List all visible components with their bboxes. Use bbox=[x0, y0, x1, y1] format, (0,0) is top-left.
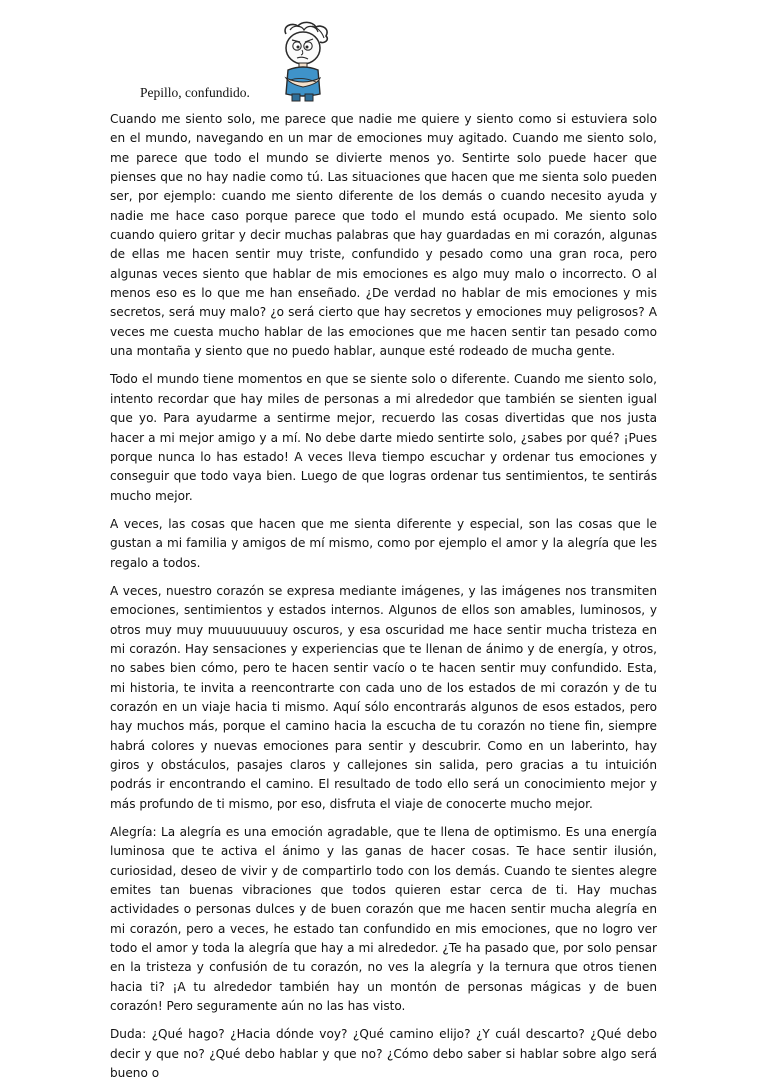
paragraph-heart-images: A veces, nuestro corazón se expresa mediante imágenes, y las imágenes nos transmiten emociones, sentimientos y estados internos. Algunos de ellos son amables, luminosos, y otros muy muy muuuuuuuuy oscuros, y esa oscuridad me hace sentir mucha tristeza en mi corazón. Hay sensaciones y experiencias que te llenan de ánimo y de energía, y otros, no sabes bien cómo, pero te hacen sentir vacío o te hacen sentir muy confundido. Esta, mi historia, te invita a reencontrarte con cada uno de los estados de mi corazón y de tu corazón en un viaje hacia ti mismo. Aquí sólo encontrarás algunos de esos estados, pero hay muchos más, porque el camino hacia la escucha de tu corazón no tiene fin, siempre habrá colores y nuevas emociones para sentir y descubrir. Como en un laberinto, hay giros y obstáculos, pasajes claros y callejones sin salida, pero gracias a tu intuición podrás ir encontrando el camino. El resultado de todo ello será un conocimiento mejor y más profundo de ti mismo, por eso, disfruta el viaje de conocerte mucho mejor. bbox=[110, 583, 657, 811]
paragraph-loneliness: Cuando me siento solo, me parece que nadie me quiere y siento como si estuviera solo en el mundo, navegando en un mar de emociones muy agitado. Cuando me siento solo, me parece que todo el mundo se divierte menos yo. Sentirte solo puede hacer que pienses que no hay nadie como tú. Las situaciones que hacen que me sienta solo pueden ser, por ejemplo: cuando me siento diferente de los demás o cuando necesito ayuda y nadie me hace caso porque parece que todo el mundo está ocupado. Me siento solo cuando quiero gritar y decir muchas palabras que hay guardadas en mi corazón, algunas de ellas me hacen sentir muy triste, confundido y pesado como una gran roca, pero algunas veces siento que hablar de mis emociones es algo muy malo o incorrecto. O al menos eso es lo que me han enseñado. ¿De verdad no hablar de mis emociones y mis secretos, será muy malo? ¿o será cierto que hay secretos y emociones muy peligrosos? A veces me cuesta mucho hablar de las emociones que me hacen sentir tan pesado como una montaña y siento que no puedo hablar, aunque esté rodeado de mucha gente. bbox=[110, 112, 657, 359]
paragraph-feeling-special: A veces, las cosas que hacen que me sienta diferente y especial, son las cosas que le gustan a mi familia y amigos de mí mismo, como por ejemplo el amor y la alegría que les regalo a todos. bbox=[110, 516, 657, 570]
paragraph-alegria: Alegría: La alegría es una emoción agradable, que te llena de optimismo. Es una energía luminosa que te activa el ánimo y las ganas de hacer cosas. Te hace sentir ilusión, curiosidad, deseo de vivir y de compartirlo todo con los demás. Cuando te sientes alegre emites tan buenas vibraciones que todos quieren estar cerca de ti. Hay muchas actividades o personas dulces y de buen corazón que me hacen sentir mucha alegría en mi corazón, pero a veces, he estado tan confundido en mis emociones, que no logro ver todo el amor y toda la alegría que hay a mi alrededor. ¿Te ha pasado que, por solo pensar en la tristeza y confusión de tu corazón, no ves la alegría y la ternura que otros tienen hacia ti? ¡A tu alrededor también hay un montón de personas mágicas y de buen corazón! Pero seguramente aún no las has visto. bbox=[110, 825, 657, 1014]
paragraph-everyone-feels-alone: Todo el mundo tiene momentos en que se siente solo o diferente. Cuando me siento solo, intento recordar que hay miles de personas a mi alrededor que también se sienten igual que yo. Para ayudarme a sentirme mejor, recuerdo las cosas divertidas que nos justa hacer a mi mejor amigo y a mí. No debe darte miedo sentirte solo, ¿sabes por qué? ¡Pues porque nunca lo has estado! A veces lleva tiempo escuchar y ordenar tus emociones y conseguir que todo vaya bien. Luego de que logras ordenar tus sentimientos, te sentirás mucho mejor. bbox=[110, 372, 657, 503]
illustration-caption: Pepillo, confundido. bbox=[140, 85, 250, 100]
document-body bbox=[110, 110, 657, 1084]
cartoon-boy-icon bbox=[272, 20, 334, 102]
paragraph-duda: Duda: ¿Qué hago? ¿Hacia dónde voy? ¿Qué camino elijo? ¿Y cuál descarto? ¿Qué debo decir y que no? ¿Qué debo hablar y que no? ¿Cómo debo saber si hablar sobre algo será bueno o bbox=[110, 1027, 657, 1081]
